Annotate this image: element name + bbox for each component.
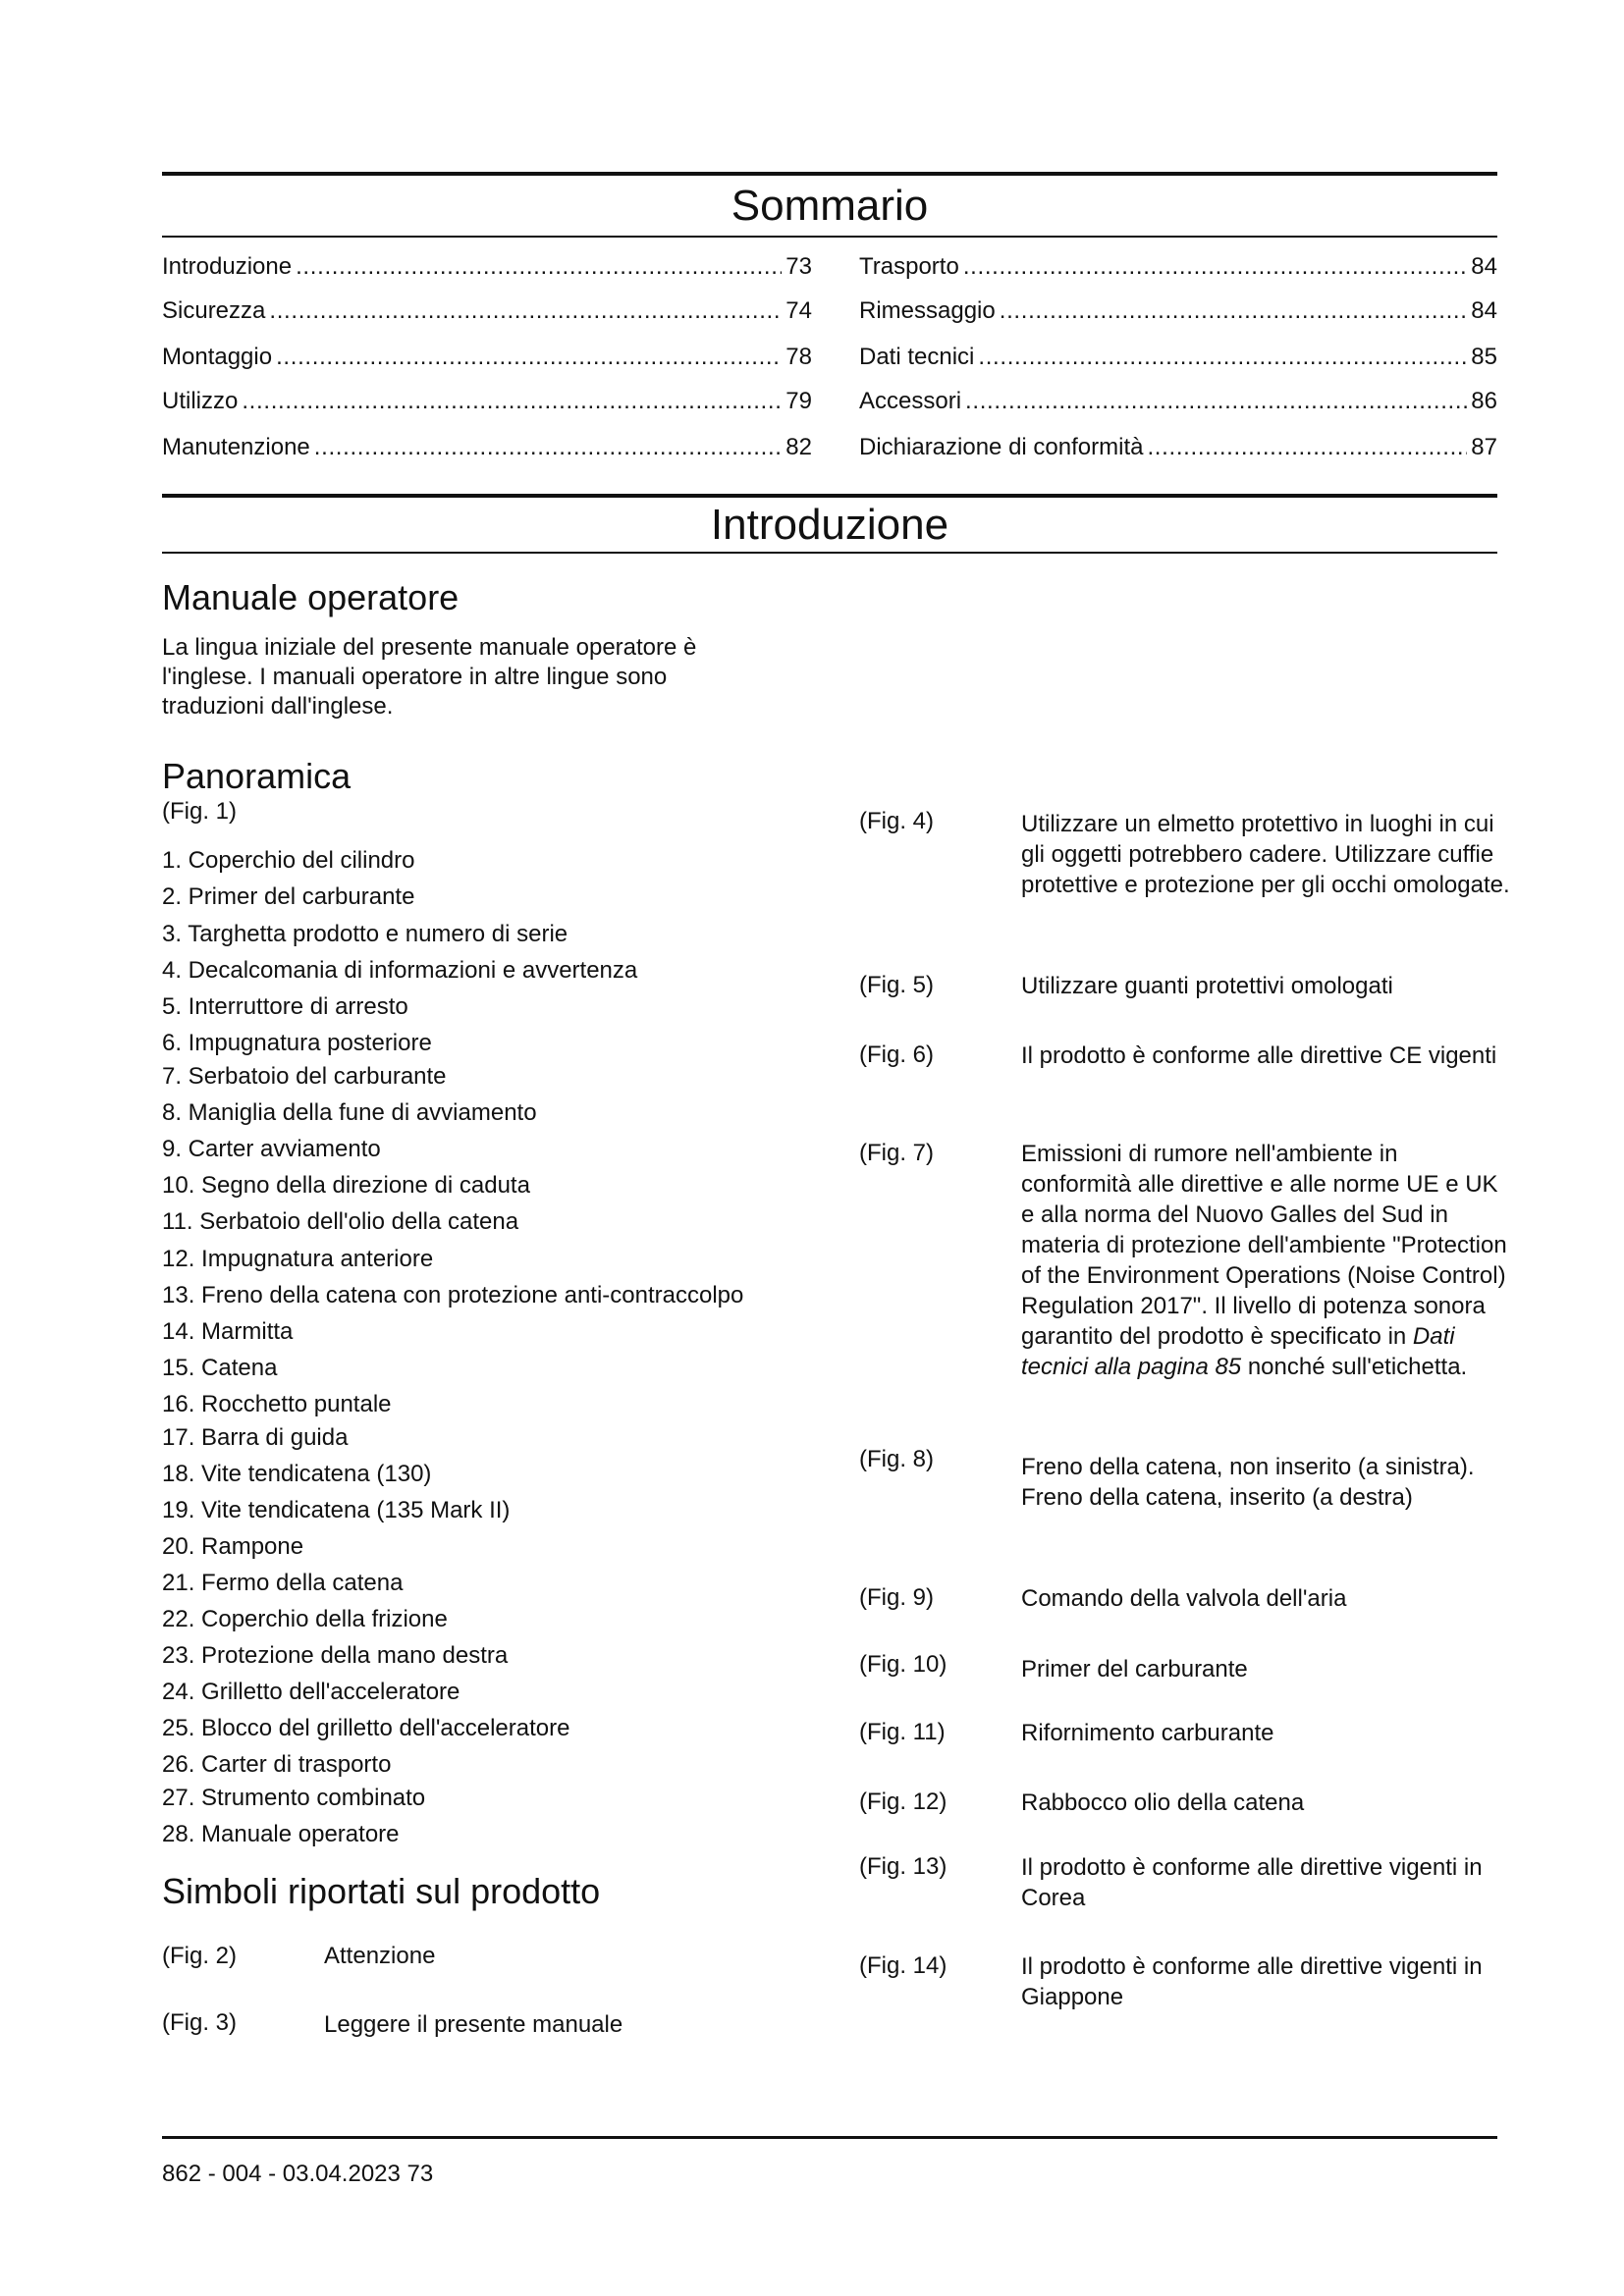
toc-entry-label: Dati tecnici xyxy=(859,344,975,370)
page-footer: 862 - 004 - 03.04.2023 73 xyxy=(162,2161,434,2187)
toc-entry-introduzione[interactable] xyxy=(162,251,812,283)
list-item: 10. Segno della direzione di caduta xyxy=(162,1172,530,1199)
symbol-description: Rabbocco olio della catena xyxy=(1021,1789,1305,1816)
list-item: 9. Carter avviamento xyxy=(162,1136,381,1162)
toc-leader xyxy=(296,251,782,283)
list-item: 12. Impugnatura anteriore xyxy=(162,1246,434,1272)
list-item: 20. Rampone xyxy=(162,1533,304,1560)
list-item: 27. Strumento combinato xyxy=(162,1785,426,1811)
symbol-description: Il prodotto è conforme alle direttive vigenti in Giappone xyxy=(1021,1953,1483,2010)
symbol-description: Freno della catena, non inserito (a sinistra). Freno della catena, inserito (a destra) xyxy=(1021,1454,1475,1511)
fig-ref: (Fig. 6) xyxy=(859,1041,935,1068)
toc-entry-manutenzione[interactable] xyxy=(162,432,812,463)
list-item: 2. Primer del carburante xyxy=(162,883,415,910)
footer-rule xyxy=(162,2136,1497,2139)
symbol-description: Rifornimento carburante xyxy=(1021,1720,1274,1746)
toc-entry-page: 87 xyxy=(1471,434,1497,460)
toc-entry-utilizzo[interactable] xyxy=(162,386,812,417)
toc-entry-label: Dichiarazione di conformità xyxy=(859,434,1144,460)
fig-ref: (Fig. 5) xyxy=(859,972,935,998)
list-item: 25. Blocco del grilletto dell'acceleratore xyxy=(162,1715,570,1741)
list-item: 23. Protezione della mano destra xyxy=(162,1642,509,1669)
toc-leader xyxy=(242,386,782,417)
fig-ref: (Fig. 7) xyxy=(859,1140,935,1166)
toc-leader xyxy=(1147,432,1467,463)
toc-entry-dati-tecnici[interactable] xyxy=(859,342,1497,373)
fig-ref: (Fig. 3) xyxy=(162,2009,238,2036)
list-item: 1. Coperchio del cilindro xyxy=(162,847,415,874)
toc-entry-dichiarazione[interactable] xyxy=(859,432,1497,463)
list-item: 18. Vite tendicatena (130) xyxy=(162,1461,432,1487)
toc-entry-label: Manutenzione xyxy=(162,434,310,460)
toc-entry-label: Accessori xyxy=(859,388,962,414)
toc-entry-page: 82 xyxy=(785,434,812,460)
toc-title: Sommario xyxy=(731,182,929,230)
fig-ref: (Fig. 4) xyxy=(859,808,935,834)
list-item: 15. Catena xyxy=(162,1355,278,1381)
list-item: 7. Serbatoio del carburante xyxy=(162,1063,447,1090)
symbol-description: Attenzione xyxy=(324,1943,436,1969)
toc-leader xyxy=(963,251,1467,283)
symbol-description: Comando della valvola dell'aria xyxy=(1021,1585,1347,1612)
symbol-description: Il prodotto è conforme alle direttive vigenti in Corea xyxy=(1021,1854,1483,1911)
toc-entry-page: 85 xyxy=(1471,344,1497,370)
list-item: 17. Barra di guida xyxy=(162,1424,349,1451)
toc-entry-page: 79 xyxy=(785,388,812,414)
toc-entry-trasporto[interactable] xyxy=(859,251,1497,283)
overview-heading: Panoramica xyxy=(162,756,352,796)
toc-entry-page: 74 xyxy=(785,297,812,324)
toc-entry-sicurezza[interactable] xyxy=(162,295,812,327)
list-item: 22. Coperchio della frizione xyxy=(162,1606,448,1632)
toc-entry-page: 84 xyxy=(1471,297,1497,324)
fig-ref: (Fig. 10) xyxy=(859,1651,947,1678)
toc-entry-rimessaggio[interactable] xyxy=(859,295,1497,327)
list-item: 8. Maniglia della fune di avviamento xyxy=(162,1099,537,1126)
fig-ref: (Fig. 11) xyxy=(859,1719,946,1745)
cross-reference-link[interactable]: Dati tecnici alla pagina 85 xyxy=(1021,1323,1455,1380)
toc-entry-label: Trasporto xyxy=(859,253,959,280)
fig-ref: (Fig. 9) xyxy=(859,1584,935,1611)
description-text: Emissioni di rumore nell'ambiente in conformità alle direttive e alle norme UE e UK e alla norma del Nuovo Galles del Sud in materia di protezione dell'ambiente "Protection of the Environment Operations (Noise Control) Regulation 2017". Il livello di potenza sonora garantito del prodotto è specificato in xyxy=(1021,1141,1507,1350)
toc-leader xyxy=(978,342,1467,373)
list-item: 26. Carter di trasporto xyxy=(162,1751,392,1778)
toc-leader xyxy=(314,432,783,463)
symbol-description: Utilizzare guanti protettivi omologati xyxy=(1021,973,1393,999)
toc-entry-label: Introduzione xyxy=(162,253,293,280)
toc-leader xyxy=(269,295,782,327)
list-item: 3. Targhetta prodotto e numero di serie xyxy=(162,921,568,947)
toc-entry-label: Montaggio xyxy=(162,344,273,370)
intro-top-rule xyxy=(162,494,1497,498)
overview-fig-ref: (Fig. 1) xyxy=(162,798,238,825)
toc-entry-label: Rimessaggio xyxy=(859,297,996,324)
manual-paragraph: La lingua iniziale del presente manuale operatore è l'inglese. I manuali operatore in altre lingue sono traduzioni dall'inglese. xyxy=(162,634,697,720)
fig-ref: (Fig. 8) xyxy=(859,1446,935,1472)
list-item: 6. Impugnatura posteriore xyxy=(162,1030,432,1056)
manual-heading: Manuale operatore xyxy=(162,577,460,617)
toc-leader xyxy=(1000,295,1468,327)
toc-title-rule xyxy=(162,236,1497,238)
symbols-heading: Simboli riportati sul prodotto xyxy=(162,1871,601,1911)
toc-entry-page: 84 xyxy=(1471,253,1497,280)
list-item: 11. Serbatoio dell'olio della catena xyxy=(162,1208,519,1235)
list-item: 5. Interruttore di arresto xyxy=(162,993,408,1020)
list-item: 21. Fermo della catena xyxy=(162,1570,404,1596)
symbol-description: Leggere il presente manuale xyxy=(324,2011,623,2038)
toc-entry-page: 73 xyxy=(785,253,812,280)
list-item: 14. Marmitta xyxy=(162,1318,294,1345)
toc-entry-page: 86 xyxy=(1471,388,1497,414)
toc-entry-label: Sicurezza xyxy=(162,297,266,324)
symbol-description: Il prodotto è conforme alle direttive CE vigenti xyxy=(1021,1042,1497,1069)
symbol-description: Utilizzare un elmetto protettivo in luoghi in cui gli oggetti potrebbero cadere. Utilizzare cuffie protettive e protezione per gli occhi omologate. xyxy=(1021,811,1510,898)
list-item: 28. Manuale operatore xyxy=(162,1821,400,1847)
fig-ref: (Fig. 12) xyxy=(859,1789,947,1815)
toc-entry-accessori[interactable] xyxy=(859,386,1497,417)
fig-ref: (Fig. 14) xyxy=(859,1952,947,1979)
toc-entry-montaggio[interactable] xyxy=(162,342,812,373)
list-item: 16. Rocchetto puntale xyxy=(162,1391,392,1417)
top-rule xyxy=(162,172,1497,176)
fig-ref: (Fig. 13) xyxy=(859,1853,947,1880)
intro-title-rule xyxy=(162,552,1497,554)
list-item: 4. Decalcomania di informazioni e avvertenza xyxy=(162,957,638,984)
description-text: nonché sull'etichetta. xyxy=(1241,1354,1468,1380)
fig-ref: (Fig. 2) xyxy=(162,1943,238,1969)
symbol-description xyxy=(1021,1139,1512,1382)
toc-leader xyxy=(965,386,1467,417)
list-item: 24. Grilletto dell'acceleratore xyxy=(162,1679,460,1705)
list-item: 19. Vite tendicatena (135 Mark II) xyxy=(162,1497,511,1523)
symbol-description: Primer del carburante xyxy=(1021,1656,1248,1682)
intro-title: Introduzione xyxy=(710,501,949,549)
toc-entry-page: 78 xyxy=(785,344,812,370)
toc-leader xyxy=(276,342,782,373)
list-item: 13. Freno della catena con protezione anti-contraccolpo xyxy=(162,1282,744,1308)
toc-entry-label: Utilizzo xyxy=(162,388,239,414)
